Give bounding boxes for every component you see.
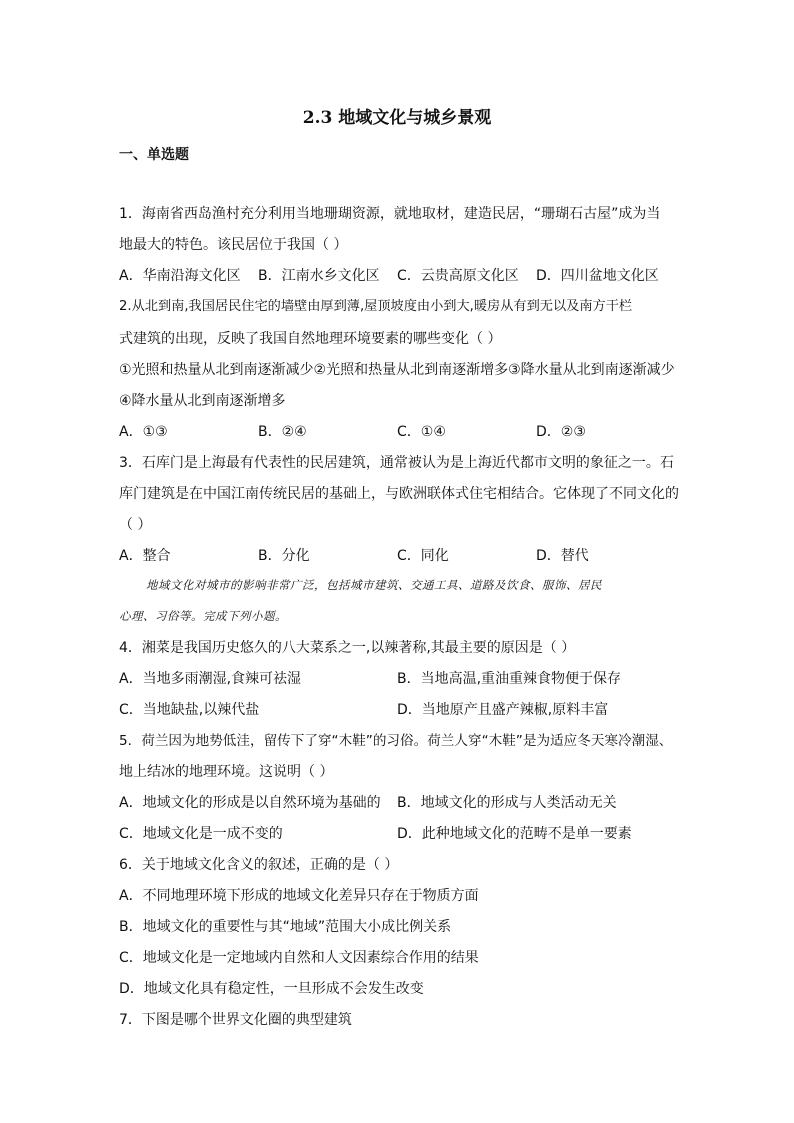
question-4-option-b: B．当地高温,重油重辣食物便于保存: [397, 671, 622, 687]
question-6-option-b: B．地域文化的重要性与其“地域”范围大小成比例关系: [119, 919, 452, 935]
question-1-option-c: C．云贵高原文化区: [397, 268, 519, 284]
question-3-line-1: 3．石库门是上海最有代表性的民居建筑，通常被认为是上海近代都市文明的象征之一。石: [119, 455, 674, 471]
question-4-line-1: 4．湘菜是我国历史悠久的八大菜系之一,以辣著称,其最主要的原因是（ ）: [119, 640, 576, 656]
question-6-option-a: A．不同地理环境下形成的地域文化差异只存在于物质方面: [119, 888, 479, 904]
question-4-option-d: D．当地原产且盛产辣椒,原料丰富: [397, 702, 609, 718]
question-2-line-3: ①光照和热量从北到南逐渐减少②光照和热量从北到南逐渐增多③降水量从北到南逐渐减少: [119, 362, 675, 378]
question-1-option-d: D．四川盆地文化区: [536, 268, 659, 284]
question-6-line-1: 6．关于地域文化含义的叙述，正确的是（ ）: [119, 857, 399, 873]
question-7-line-1: 7．下图是哪个世界文化圈的典型建筑: [119, 1012, 352, 1028]
question-4-option-a: A．当地多雨潮湿,食辣可祛湿: [119, 671, 302, 687]
question-2-option-c: C．①④: [397, 424, 446, 440]
question-1-option-a: A．华南沿海文化区: [119, 268, 241, 284]
question-2-option-d: D．②③: [536, 424, 586, 440]
question-2-option-a: A．①③: [119, 424, 168, 440]
question-1-line-1: 1．海南省西岛渔村充分利用当地珊瑚资源，就地取材，建造民居，“珊瑚石古屋”成为当: [119, 206, 661, 222]
passage-line-2: 心理、习俗等。完成下列小题。: [119, 609, 287, 623]
question-3-option-c: C．同化: [397, 548, 449, 564]
question-5-line-1: 5．荷兰因为地势低洼，留传下了穿“木鞋”的习俗。荷兰人穿“木鞋”是为适应冬天寒冷潮湿、: [119, 733, 673, 749]
section-heading: 一、单选题: [119, 147, 189, 163]
question-2-line-1: 2.从北到南,我国居民住宅的墙壁由厚到薄,屋顶坡度由小到大,暖房从有到无以及南方干栏: [119, 299, 633, 314]
passage-line-1: 地域文化对城市的影响非常广泛，包括城市建筑、交通工具、道路及饮食、服饰、居民: [146, 578, 602, 592]
question-3-option-b: B．分化: [258, 548, 310, 564]
question-5-option-b: B．地域文化的形成与人类活动无关: [397, 795, 617, 811]
question-2-option-b: B．②④: [258, 424, 307, 440]
question-6-option-c: C．地域文化是一定地域内自然和人文因素综合作用的结果: [119, 950, 479, 966]
question-1-line-2: 地最大的特色。该民居位于我国（ ）: [119, 237, 348, 253]
question-2-line-2: 式建筑的出现，反映了我国自然地理环境要素的哪些变化（ ）: [119, 331, 502, 347]
question-5-option-c: C．地域文化是一成不变的: [119, 826, 283, 842]
question-4-option-c: C．当地缺盐,以辣代盐: [119, 702, 260, 718]
question-6-option-d: D．地域文化具有稳定性，一旦形成不会发生改变: [119, 981, 424, 997]
question-2-line-4: ④降水量从北到南逐渐增多: [119, 393, 286, 409]
question-3-option-a: A．整合: [119, 548, 171, 564]
question-5-line-2: 地上结冰的地理环境。这说明（ ）: [119, 764, 334, 780]
question-3-line-2: 库门建筑是在中国江南传统民居的基础上，与欧洲联体式住宅相结合。它体现了不同文化的: [119, 486, 679, 502]
question-5-option-a: A．地域文化的形成是以自然环境为基础的: [119, 795, 381, 811]
question-3-line-3: （ ）: [119, 517, 152, 533]
page-title: 2.3 地域文化与城乡景观: [302, 108, 492, 128]
question-1-option-b: B．江南水乡文化区: [258, 268, 380, 284]
question-5-option-d: D．此种地域文化的范畴不是单一要素: [397, 826, 632, 842]
question-3-option-d: D．替代: [536, 548, 589, 564]
